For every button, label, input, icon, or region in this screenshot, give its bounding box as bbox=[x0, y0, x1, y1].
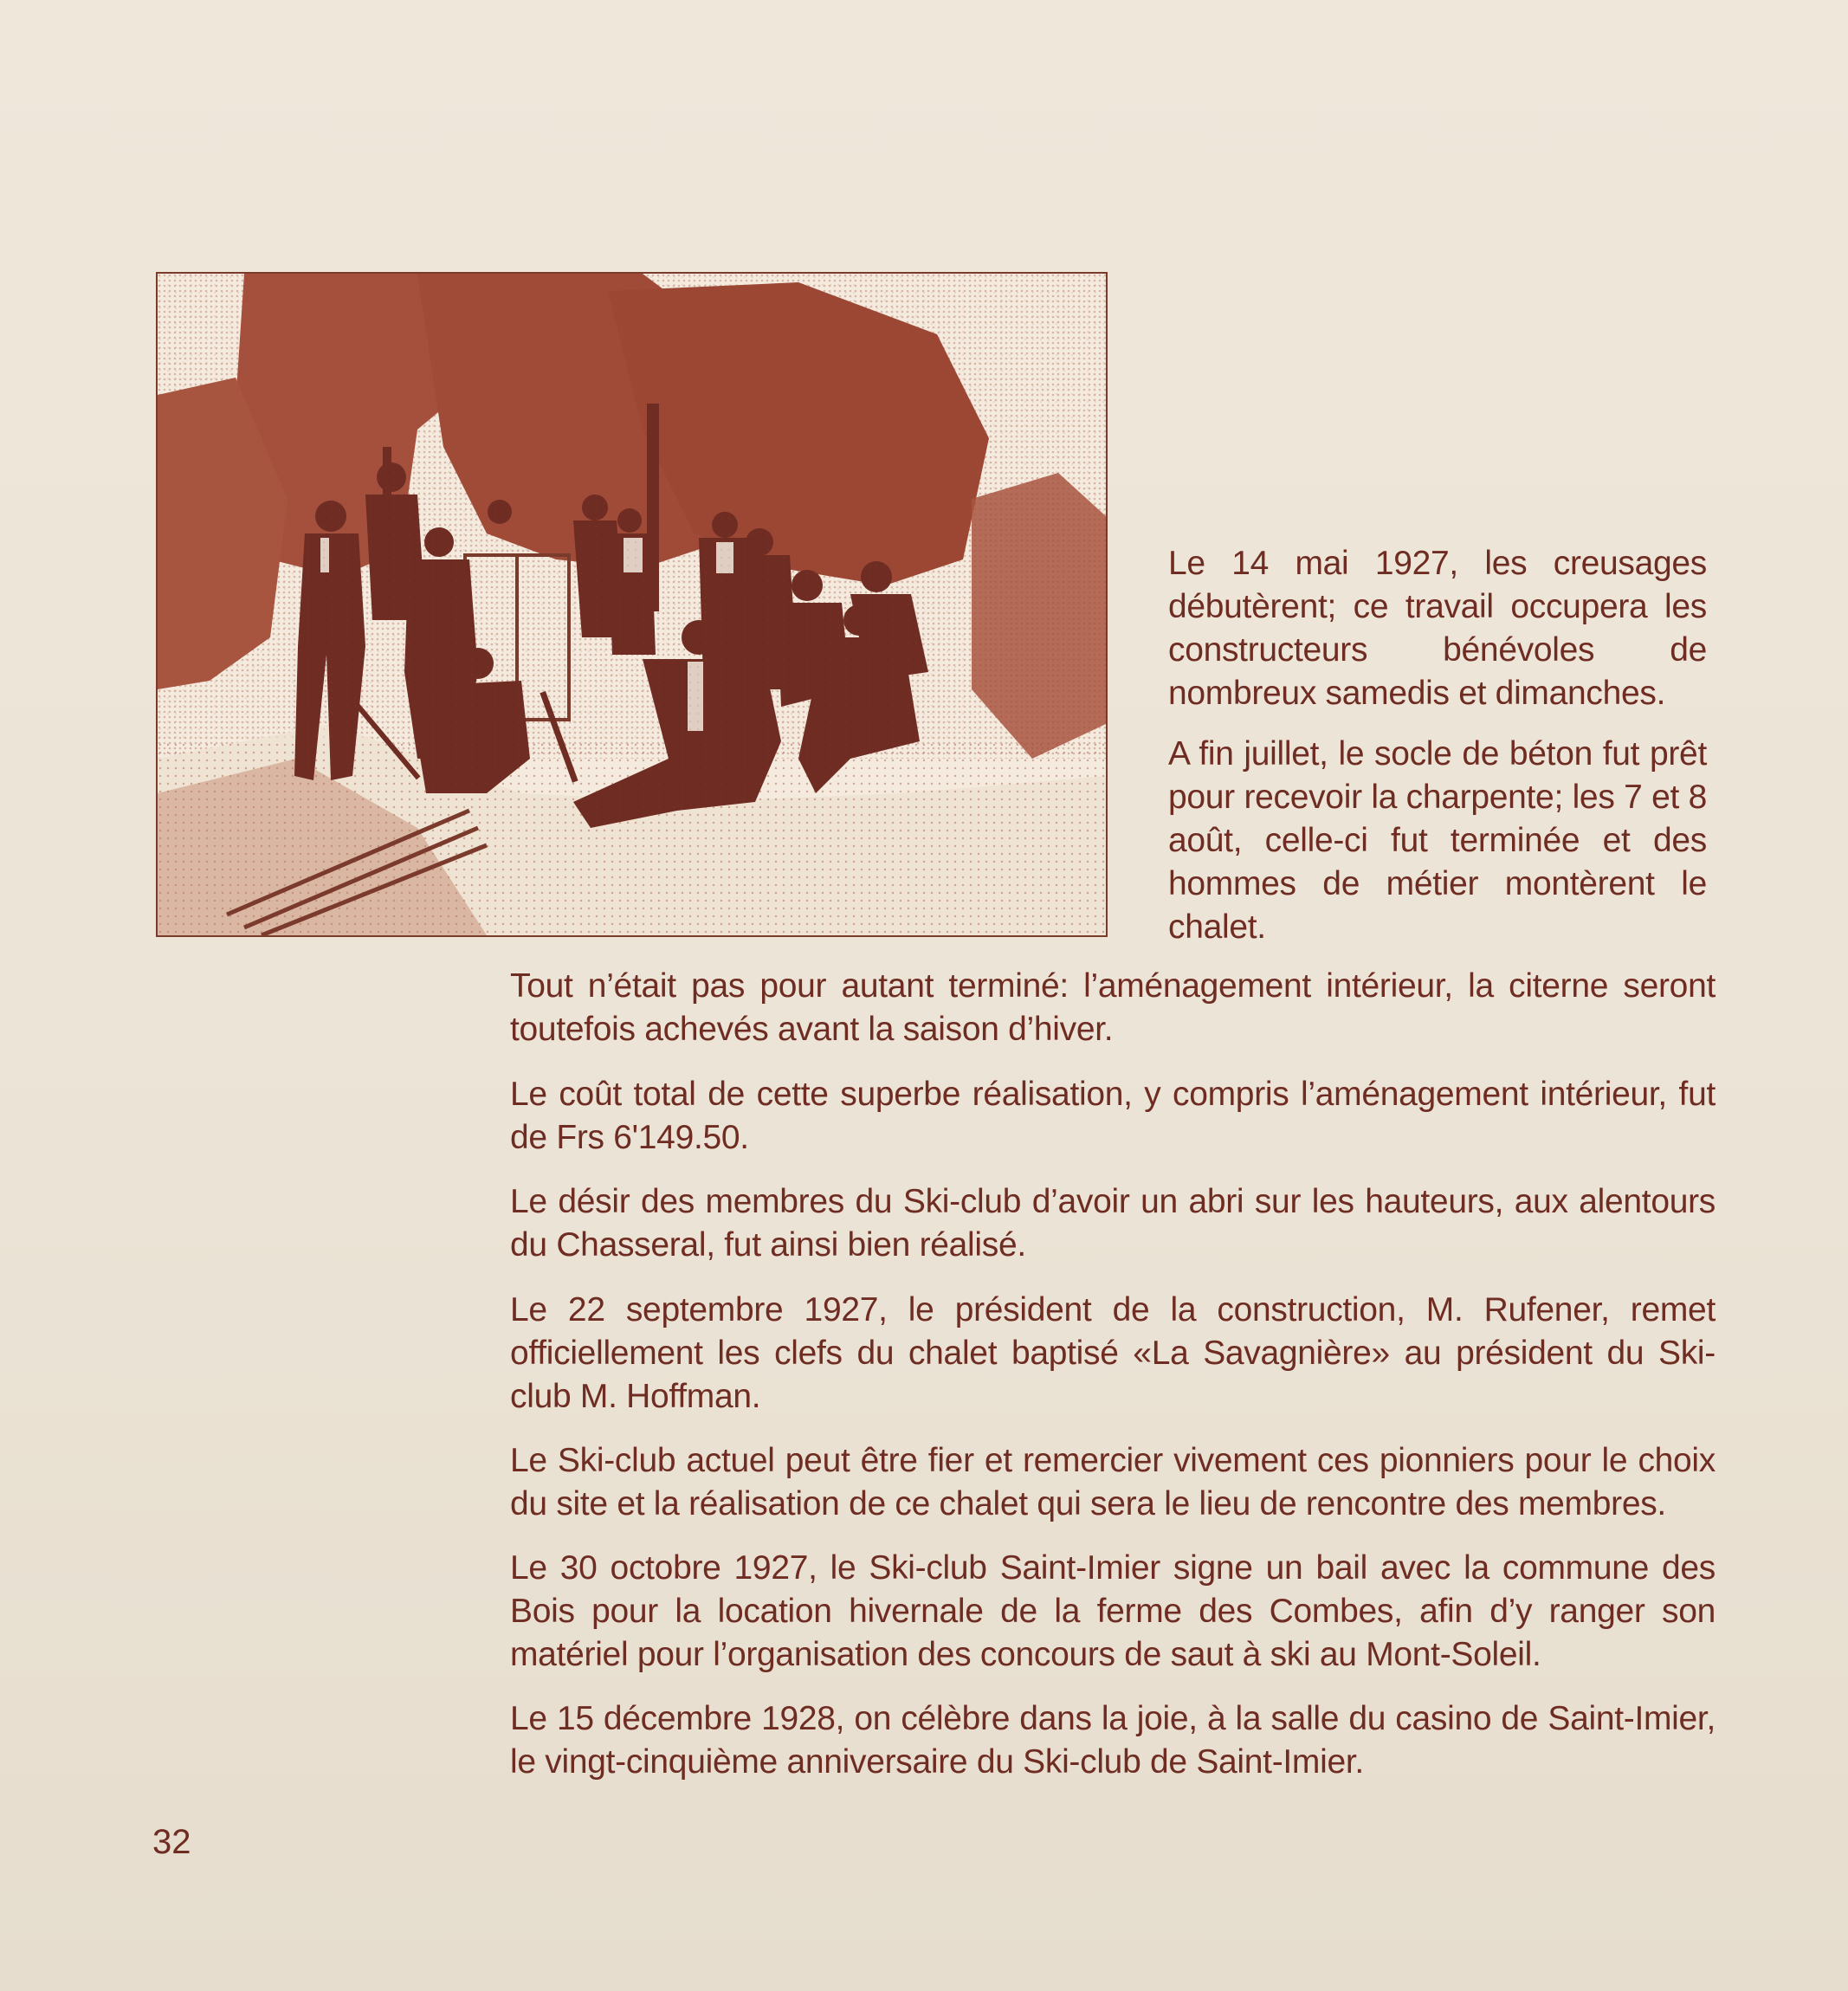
side-paragraph-1: Le 14 mai 1927, les creusages débutèrent; ce travail occupera les constructeurs bénévoles de nombreux samedis et dimanches. bbox=[1168, 545, 1707, 712]
paragraph-6: Le 30 octobre 1927, le Ski-club Saint-Imier signe un bail avec la commune des Bois pour la location hivernale de la ferme des Combes, afin d’y ranger son matériel pour l’organisation des concours de saut à ski au Mont-Soleil. bbox=[510, 1549, 1716, 1673]
paragraph-1: Tout n’était pas pour autant terminé: l’aménagement intérieur, la citerne seront toutefois achevés avant la saison d’hiver. bbox=[510, 967, 1716, 1048]
paragraph-5: Le Ski-club actuel peut être fier et remercier vivement ces pionniers pour le choix du site et la réalisation de ce chalet qui sera le lieu de rencontre des membres. bbox=[510, 1442, 1716, 1522]
paragraph-2: Le coût total de cette superbe réalisation, y compris l’aménagement intérieur, fut de Frs 6'149.50. bbox=[510, 1076, 1716, 1156]
paragraph-4: Le 22 septembre 1927, le président de la construction, M. Rufener, remet officiellement les clefs du chalet baptisé «La Savagnière» au président du Ski-club M. Hoffman. bbox=[510, 1291, 1716, 1415]
paragraph-7: Le 15 décembre 1928, on célèbre dans la joie, à la salle du casino de Saint-Imier, le vingt-cinquième anniversaire du Ski-club de Saint-Imier. bbox=[510, 1700, 1716, 1781]
historical-photo bbox=[156, 272, 1108, 937]
page-number: 32 bbox=[152, 1823, 191, 1861]
photo-illustration bbox=[158, 274, 1106, 935]
side-paragraph-2: A fin juillet, le socle de béton fut prêt pour recevoir la charpente; les 7 et 8 août, celle-ci fut terminée et des hommes de métier montèrent le chalet. bbox=[1168, 735, 1707, 946]
paragraph-3: Le désir des membres du Ski-club d’avoir un abri sur les hauteurs, aux alentours du Chasseral, fut ainsi bien réalisé. bbox=[510, 1183, 1716, 1264]
